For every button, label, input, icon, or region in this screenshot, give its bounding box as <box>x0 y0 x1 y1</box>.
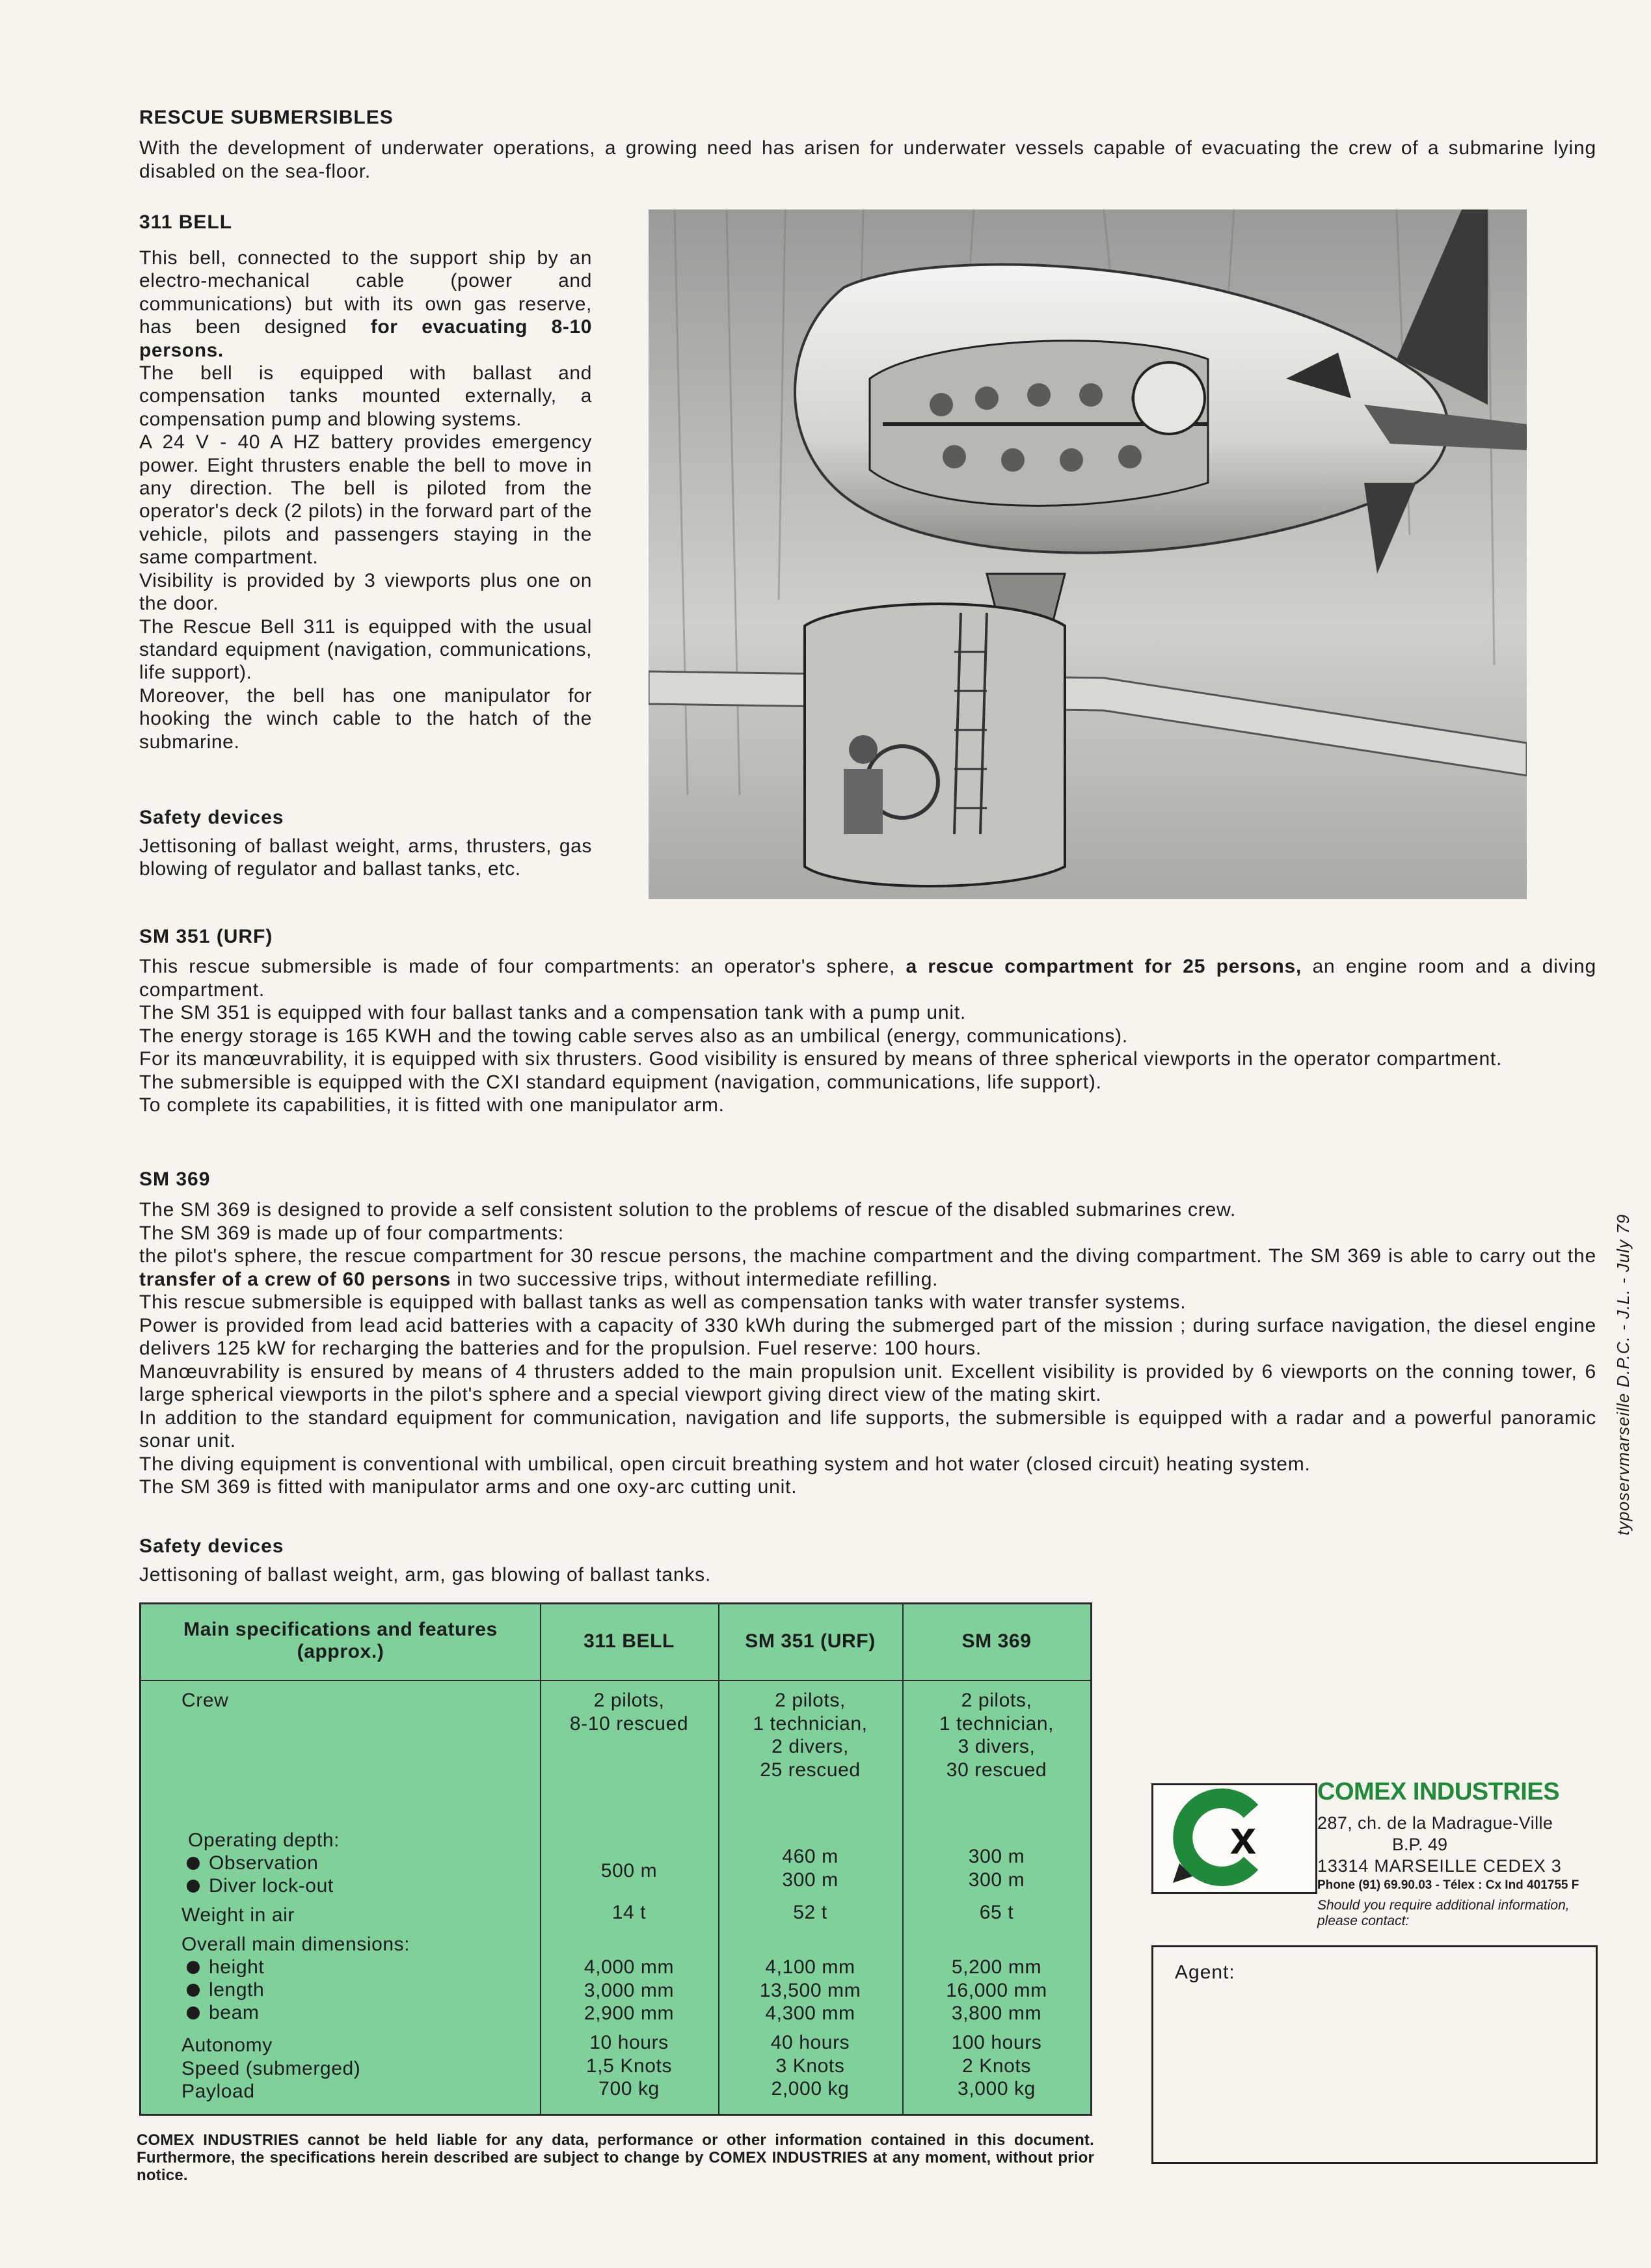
dimensions-311-bell: 4,000 mm 3,000 mm 2,900 mm <box>584 1956 675 2024</box>
sm369-l6: Manœuvrability is ensured by means of 4 thrusters added to the main propulsion unit. Excellent visibility is provided by 6 viewports on the conning tower, 6 large spherical viewports in the pilot's sphere and a special viewport giving direct view of the mating skirt. <box>139 1360 1596 1405</box>
comex-address-line2: B.P. 49 <box>1392 1835 1448 1854</box>
comex-logo <box>1153 1785 1315 1892</box>
row-label-height: height <box>178 1956 264 1979</box>
depth-sm369: 300 m 300 m <box>968 1846 1025 1891</box>
row-label-observation: Observation <box>178 1852 318 1875</box>
bullet-icon <box>187 1961 200 1974</box>
table-col-311-bell: 311 BELL <box>584 1630 675 1652</box>
agent-label: Agent: <box>1175 1962 1235 1983</box>
liability-disclaimer: COMEX INDUSTRIES cannot be held liable for any data, performance or other information contained in this document. Furthermore, the specifications herein described are subject to change by COMEX INDUSTRIES at any moment, without prior notice. <box>137 2131 1094 2184</box>
printer-credit: typoservmarseille D.P.C. - J.L. - July 79 <box>1613 1213 1633 1535</box>
weight-sm369: 65 t <box>979 1902 1014 1923</box>
dimensions-sm369: 5,200 mm 16,000 mm 3,800 mm <box>946 1956 1047 2024</box>
sm351-l3: The energy storage is 165 KWH and the towing cable serves also as an umbilical (energy, communications). <box>139 1025 1129 1047</box>
sm351-l1a: This rescue submersible is made of four compartments: an operator's sphere, <box>139 956 896 977</box>
bell-p3: A 24 V - 40 A HZ battery provides emergency power. Eight thrusters enable the bell to move in any direction. The bell is piloted from the operator's deck (2 pilots) in the forward part of the vehicle, pilots and passengers staying in the same compartment. <box>139 431 592 569</box>
bullet-icon <box>187 1880 200 1893</box>
sm369-l5: Power is provided from lead acid batteries with a capacity of 330 kWh during the submerged part of the mission ; during surface navigation, the diesel engine delivers 125 kW for recharging the batteries and for the propulsion. Fuel reserve: 100 hours. <box>139 1314 1596 1359</box>
bell-safety-text: Jettisoning of ballast weight, arms, thrusters, gas blowing of regulator and ballast tanks, etc. <box>139 835 592 880</box>
crew-sm369: 2 pilots, 1 technician, 3 divers, 30 rescued <box>939 1690 1054 1781</box>
row-label-weight: Weight in air <box>181 1904 295 1926</box>
crew-sm351: 2 pilots, 1 technician, 2 divers, 25 rescued <box>753 1690 868 1781</box>
row-label-diver-lockout: Diver lock-out <box>178 1874 334 1898</box>
agent-box <box>1151 1945 1598 2164</box>
sm369-safety-title: Safety devices <box>139 1535 284 1557</box>
bell-p1b: for evacuating 8-10 persons. <box>139 316 593 361</box>
weight-311-bell: 14 t <box>611 1902 647 1923</box>
sm369-l8: The diving equipment is conventional with umbilical, open circuit breathing system and hot water (closed circuit) heating system. <box>139 1453 1311 1475</box>
sm369-safety-text: Jettisoning of ballast weight, arm, gas blowing of ballast tanks. <box>139 1564 712 1586</box>
table-header-label: Main specifications and features (approx.) <box>183 1619 498 1662</box>
table-col-sm351: SM 351 (URF) <box>745 1630 876 1652</box>
autonomy-311-bell: 10 hours 1,5 Knots 700 kg <box>585 2032 673 2099</box>
rescue-bell-illustration <box>649 209 1527 899</box>
bell-p2: The bell is equipped with ballast and compensation tanks mounted externally, a compensation pump and blowing systems. <box>139 362 592 430</box>
bell-p4: Visibility is provided by 3 viewports plus one on the door. <box>139 569 592 615</box>
depth-sm351: 460 m 300 m <box>782 1846 839 1891</box>
sm351-section-title: SM 351 (URF) <box>139 926 273 947</box>
bell-description <box>139 247 592 753</box>
sm351-description <box>139 955 1596 1117</box>
sm369-l3b: transfer of a crew of 60 persons <box>139 1268 451 1290</box>
sm369-l1: The SM 369 is designed to provide a self consistent solution to the problems of rescue of the disabled submarines crew. <box>139 1199 1237 1221</box>
sm369-description <box>139 1198 1596 1499</box>
table-col-sm369: SM 369 <box>961 1630 1032 1652</box>
sm369-l2: The SM 369 is made up of four compartments: <box>139 1222 565 1244</box>
sm351-l5: The submersible is equipped with the CXI standard equipment (navigation, communications, life support). <box>139 1071 1102 1093</box>
sm351-l4: For its manœuvrability, it is equipped with six thrusters. Good visibility is ensured by means of three spherical viewports in the operator compartment. <box>139 1048 1503 1070</box>
dimensions-sm351: 4,100 mm 13,500 mm 4,300 mm <box>759 1956 861 2024</box>
bullet-icon <box>187 1984 200 1997</box>
sm369-l3c: in two successive trips, without intermediate refilling. <box>457 1268 939 1290</box>
page-title: RESCUE SUBMERSIBLES <box>139 107 394 128</box>
row-labels-autonomy-speed-payload: Autonomy Speed (submerged) Payload <box>181 2034 361 2102</box>
row-label-beam: beam <box>178 2001 259 2025</box>
row-label-operating-depth: Operating depth: <box>188 1829 340 1851</box>
sm351-l1c: an engine room and a diving compartment. <box>139 956 1596 1001</box>
autonomy-sm369: 100 hours 2 Knots 3,000 kg <box>951 2032 1042 2099</box>
illustration-svg <box>649 209 1527 899</box>
sm369-l4: This rescue submersible is equipped with ballast tanks as well as compensation tanks with water transfer systems. <box>139 1291 1187 1313</box>
bullet-icon <box>187 2006 200 2019</box>
comex-contact-note: Should you require additional information, please contact: <box>1317 1898 1570 1928</box>
comex-company-name: COMEX INDUSTRIES <box>1317 1778 1560 1805</box>
sm369-l3a: the pilot's sphere, the rescue compartment for 30 rescue persons, the machine compartment and the diving compartment. The SM 369 is able to carry out the <box>139 1245 1596 1267</box>
autonomy-sm351: 40 hours 3 Knots 2,000 kg <box>770 2032 850 2099</box>
row-label-crew: Crew <box>181 1690 229 1711</box>
sm369-l9: The SM 369 is fitted with manipulator arms and one oxy-arc cutting unit. <box>139 1476 798 1498</box>
intro-paragraph: With the development of underwater operations, a growing need has arisen for underwater vessels capable of evacuating the crew of a submarine lying disabled on the sea-floor. <box>139 137 1596 182</box>
crew-311-bell: 2 pilots, 8-10 rescued <box>569 1690 689 1735</box>
depth-311-bell: 500 m <box>600 1860 658 1882</box>
weight-sm351: 52 t <box>793 1902 827 1923</box>
bullet-icon <box>187 1857 200 1870</box>
bell-p1a: This bell, connected to the support ship by an electro-mechanical cable (power and communications) but with its own gas reserve, has been designed <box>139 247 592 338</box>
bell-p6: Moreover, the bell has one manipulator for hooking the winch cable to the hatch of the submarine. <box>139 684 592 753</box>
sm351-l2: The SM 351 is equipped with four ballast tanks and a compensation tank with a pump unit. <box>139 1002 967 1023</box>
comex-address-line1: 287, ch. de la Madrague-Ville <box>1317 1813 1553 1833</box>
row-label-dimensions: Overall main dimensions: <box>181 1934 410 1955</box>
bell-safety-title: Safety devices <box>139 807 284 828</box>
specifications-table <box>139 1602 1092 2116</box>
sm351-l1b: a rescue compartment for 25 persons, <box>906 956 1302 977</box>
comex-logo-letter: x <box>1230 1812 1257 1864</box>
bell-p5: The Rescue Bell 311 is equipped with the usual standard equipment (navigation, communications, life support). <box>139 615 592 684</box>
comex-logo-box <box>1151 1783 1317 1894</box>
sm369-section-title: SM 369 <box>139 1168 211 1190</box>
sm369-l7: In addition to the standard equipment for communication, navigation and life supports, the submersible is equipped with a radar and a powerful panoramic sonar unit. <box>139 1407 1596 1451</box>
sm351-l6: To complete its capabilities, it is fitted with one manipulator arm. <box>139 1094 725 1116</box>
bell-section-title: 311 BELL <box>139 211 233 233</box>
comex-address-line3: 13314 MARSEILLE CEDEX 3 <box>1317 1856 1562 1876</box>
row-label-length: length <box>178 1978 264 2002</box>
comex-phone-telex: Phone (91) 69.90.03 - Télex : Cx Ind 401755 F <box>1317 1878 1579 1892</box>
